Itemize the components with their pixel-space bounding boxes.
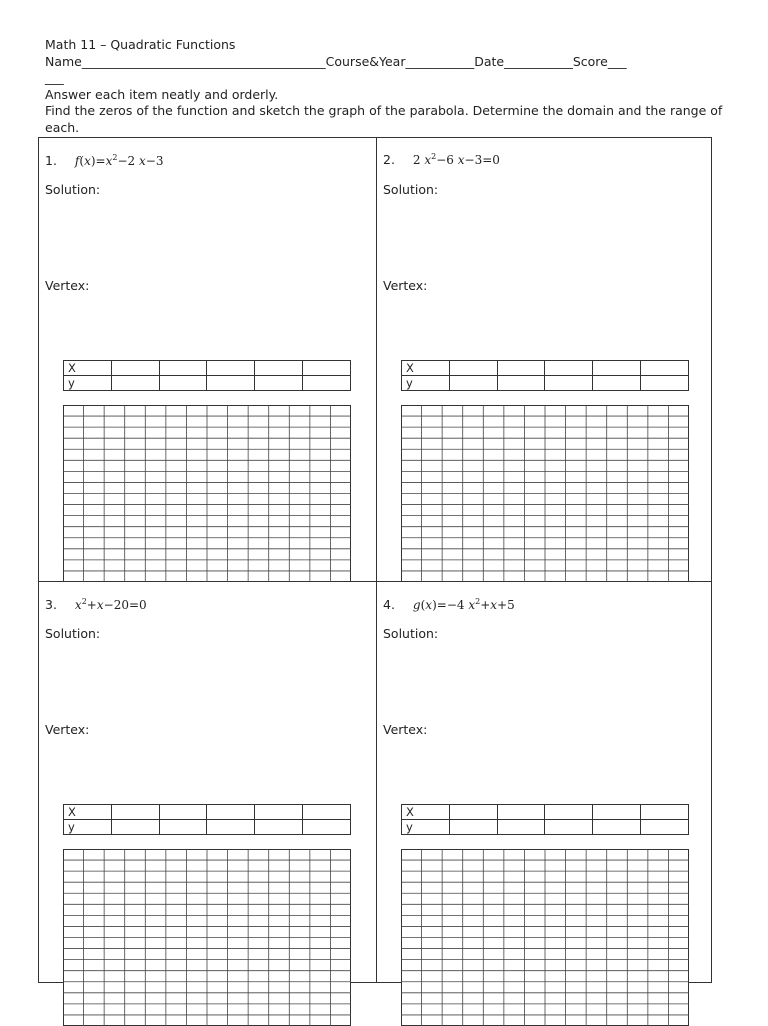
problem-1 [39,138,375,580]
instruction-general: Answer each item neatly and orderly. [45,86,279,102]
table-cell[interactable] [159,820,207,835]
table-cell[interactable] [159,361,207,376]
problem-4-equation: g(x)=−4 $x^2+x+5$ [412,597,515,612]
instruction-task: Find the zeros of the function and sketch the graph of the parabola. Determine the domain and the range of each. [45,103,723,135]
vertex-label: Vertex: [383,278,428,293]
table-cell[interactable] [255,805,303,820]
problem-4-heading [383,597,515,612]
score-line-continuation: ___ [45,70,64,85]
problem-3-heading [45,597,147,612]
x-row-label: X [402,805,450,820]
worksheet-title: Math 11 – Quadratic Functions [45,37,236,52]
table-cell[interactable] [545,805,593,820]
x-row-label: X [64,805,112,820]
problem-3 [39,582,375,1024]
problem-2 [377,138,713,580]
problems-grid [38,137,712,983]
table-cell[interactable] [111,361,159,376]
worksheet-header [45,37,735,136]
x-row [402,805,689,820]
table-cell[interactable] [111,805,159,820]
table-cell[interactable] [449,820,497,835]
table-cell[interactable] [303,805,351,820]
xy-table[interactable] [401,360,689,391]
table-cell[interactable] [207,361,255,376]
problem-2-equation: 2 $x^2-6$ x−3=0 [412,152,500,167]
x-row [64,805,351,820]
solution-label: Solution: [383,182,439,197]
table-cell[interactable] [449,361,497,376]
solution-label: Solution: [45,182,101,197]
problem-number: 3. [45,597,57,612]
problem-3-equation: $x^2+x-20=0$ [74,597,147,612]
table-cell[interactable] [449,376,497,391]
table-cell[interactable] [303,820,351,835]
problem-number: 2. [383,152,395,167]
y-row-label: y [402,376,450,391]
xy-table[interactable] [63,360,351,391]
y-row [402,376,689,391]
y-row-label: y [64,376,112,391]
problem-number: 4. [383,597,395,612]
table-cell[interactable] [641,376,689,391]
table-cell[interactable] [303,376,351,391]
table-cell[interactable] [303,361,351,376]
table-cell[interactable] [111,376,159,391]
table-cell[interactable] [159,805,207,820]
xy-table[interactable] [401,804,689,835]
table-cell[interactable] [497,376,545,391]
vertex-label: Vertex: [45,722,90,737]
table-cell[interactable] [255,820,303,835]
xy-table[interactable] [63,804,351,835]
table-cell[interactable] [255,361,303,376]
table-cell[interactable] [207,820,255,835]
table-cell[interactable] [111,820,159,835]
x-row-label: X [64,361,112,376]
table-cell[interactable] [449,805,497,820]
table-cell[interactable] [593,376,641,391]
x-row [64,361,351,376]
y-row [64,376,351,391]
y-row [64,820,351,835]
table-cell[interactable] [641,805,689,820]
table-cell[interactable] [255,376,303,391]
table-cell[interactable] [593,361,641,376]
graph-paper[interactable] [401,405,689,582]
y-row-label: y [402,820,450,835]
solution-label: Solution: [45,626,101,641]
problem-1-heading [45,153,163,168]
y-row-label: y [64,820,112,835]
vertex-label: Vertex: [383,722,428,737]
table-cell[interactable] [497,361,545,376]
student-info-line: Name_______________________________________Course&Year___________Date___________Score___ [45,53,627,69]
problem-4 [377,582,713,1024]
table-cell[interactable] [641,361,689,376]
x-row-label: X [402,361,450,376]
table-cell[interactable] [497,805,545,820]
table-cell[interactable] [641,820,689,835]
solution-label: Solution: [383,626,439,641]
problem-1-equation: $f(x)=x^2-2$ x−3 [74,153,164,168]
table-cell[interactable] [159,376,207,391]
table-cell[interactable] [545,376,593,391]
table-cell[interactable] [593,820,641,835]
table-cell[interactable] [207,376,255,391]
vertex-label: Vertex: [45,278,90,293]
x-row [402,361,689,376]
graph-paper[interactable] [63,405,351,582]
table-cell[interactable] [545,820,593,835]
table-cell[interactable] [593,805,641,820]
problem-2-heading [383,152,500,167]
y-row [402,820,689,835]
table-cell[interactable] [207,805,255,820]
graph-paper[interactable] [401,849,689,1026]
graph-paper[interactable] [63,849,351,1026]
problem-number: 1. [45,153,57,168]
table-cell[interactable] [545,361,593,376]
table-cell[interactable] [497,820,545,835]
